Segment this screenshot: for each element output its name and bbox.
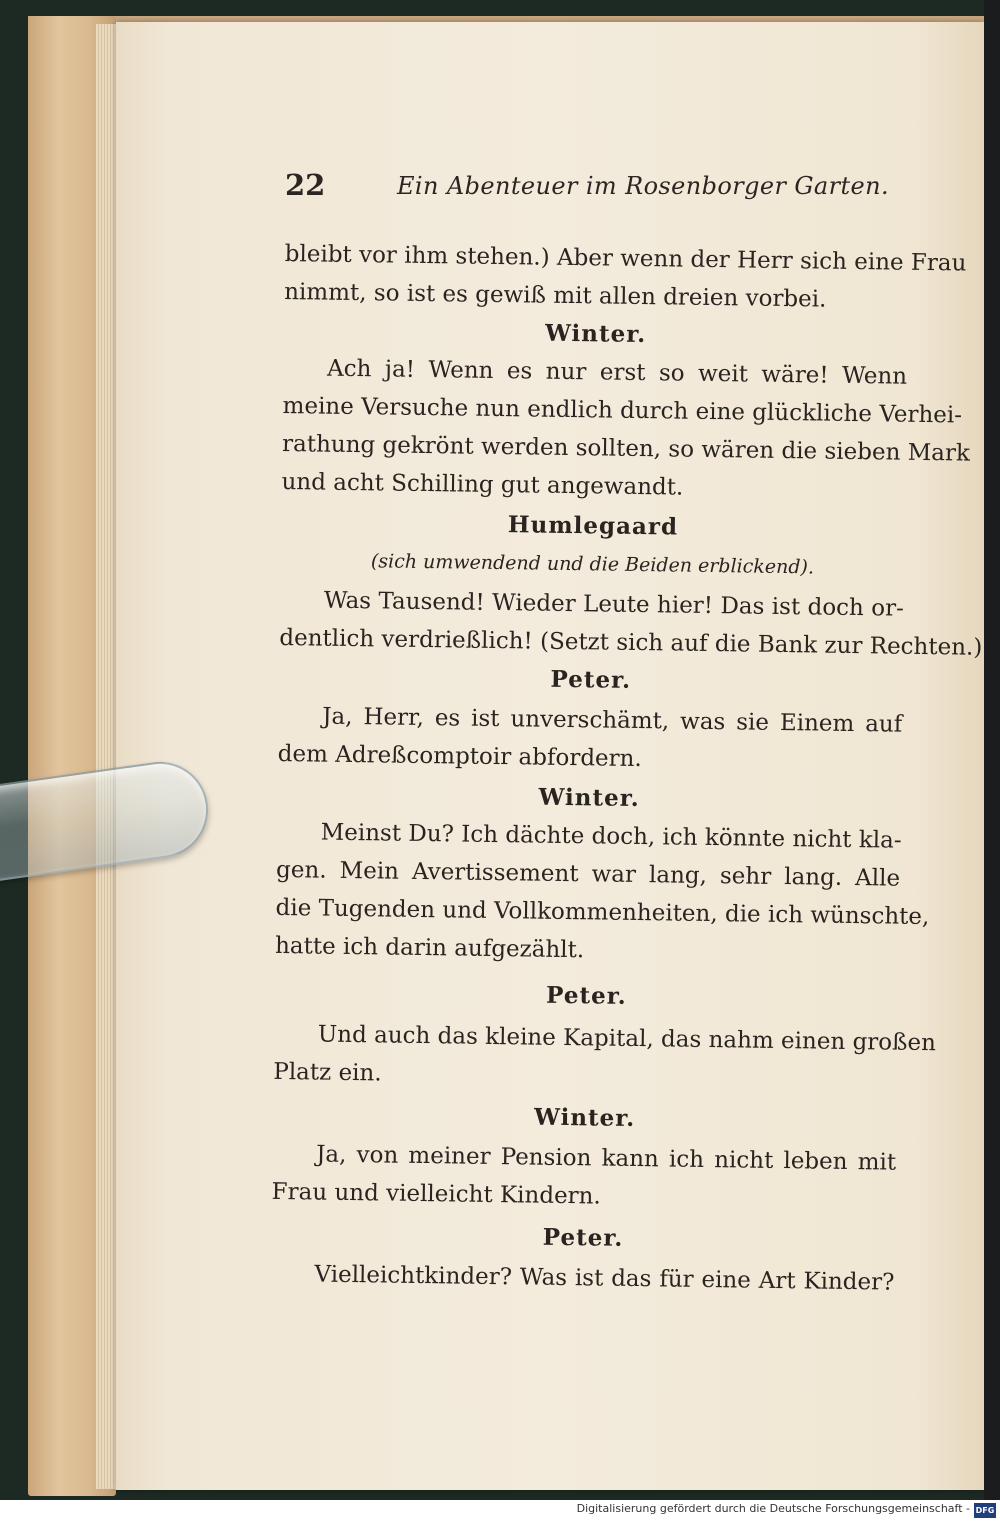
page-number: 22 xyxy=(285,168,326,202)
text-line: dem Adreßcomptoir abfordern. xyxy=(277,740,642,773)
running-title: Ein Abenteuer im Rosenborger Garten. xyxy=(397,172,890,200)
stage-direction: (sich umwendend und die Beiden erblickend). xyxy=(370,550,815,579)
funding-credit: Digitalisierung gefördert durch die Deutsche Forschungsgemeinschaft - xyxy=(576,1502,970,1515)
text-line: dentlich verdrießlich! (Setzt sich auf die Bank zur Rechten.) xyxy=(279,624,983,661)
speaker-name: Peter. xyxy=(545,981,627,1010)
text-line: nimmt, so ist es gewiß mit allen dreien vorbei. xyxy=(284,278,827,313)
text-line: Was Tausend! Wieder Leute hier! Das ist doch or- xyxy=(323,587,905,622)
text-line: rathung gekrönt werden sollten, so wären die sieben Mark xyxy=(281,430,971,467)
speaker-name: Winter. xyxy=(538,783,640,813)
digitization-footer xyxy=(0,1500,1000,1522)
dfg-logo-icon: DFG xyxy=(974,1503,996,1518)
scan-right-border xyxy=(984,0,1000,1500)
text-line: Ja, Herr, es ist unverschämt, was sie Einem auf xyxy=(322,703,903,738)
text-line: Frau und vielleicht Kindern. xyxy=(271,1178,601,1210)
text-line: gen. Mein Avertissement war lang, sehr lang. Alle xyxy=(275,856,901,892)
text-line: Vielleichtkinder? Was ist das für eine Art Kinder? xyxy=(314,1261,895,1296)
speaker-name: Humlegaard xyxy=(507,511,679,541)
text-line: und acht Schilling gut angewandt. xyxy=(281,468,684,501)
text-line: Ja, von meiner Pension kann ich nicht leben mit xyxy=(315,1141,897,1176)
text-line: Meinst Du? Ich dächte doch, ich könnte nicht kla- xyxy=(320,819,902,854)
speaker-name: Winter. xyxy=(533,1103,636,1132)
text-line: meine Versuche nun endlich durch eine glückliche Verhei- xyxy=(282,392,963,429)
speaker-name: Peter. xyxy=(550,665,632,694)
speaker-name: Peter. xyxy=(542,1223,624,1252)
text-line: Platz ein. xyxy=(273,1058,382,1087)
text-line: die Tugenden und Vollkommenheiten, die ich wünschte, xyxy=(275,894,930,931)
text-line: hatte ich darin aufgezählt. xyxy=(274,932,585,964)
speaker-name: Winter. xyxy=(544,319,647,349)
text-line: Ach ja! Wenn es nur erst so weit wäre! Wenn xyxy=(326,355,908,390)
text-line: bleibt vor ihm stehen.) Aber wenn der Herr sich eine Frau xyxy=(284,240,967,277)
text-line: Und auch das kleine Kapital, das nahm einen großen xyxy=(317,1021,937,1057)
page-stack-edges xyxy=(96,24,118,1489)
